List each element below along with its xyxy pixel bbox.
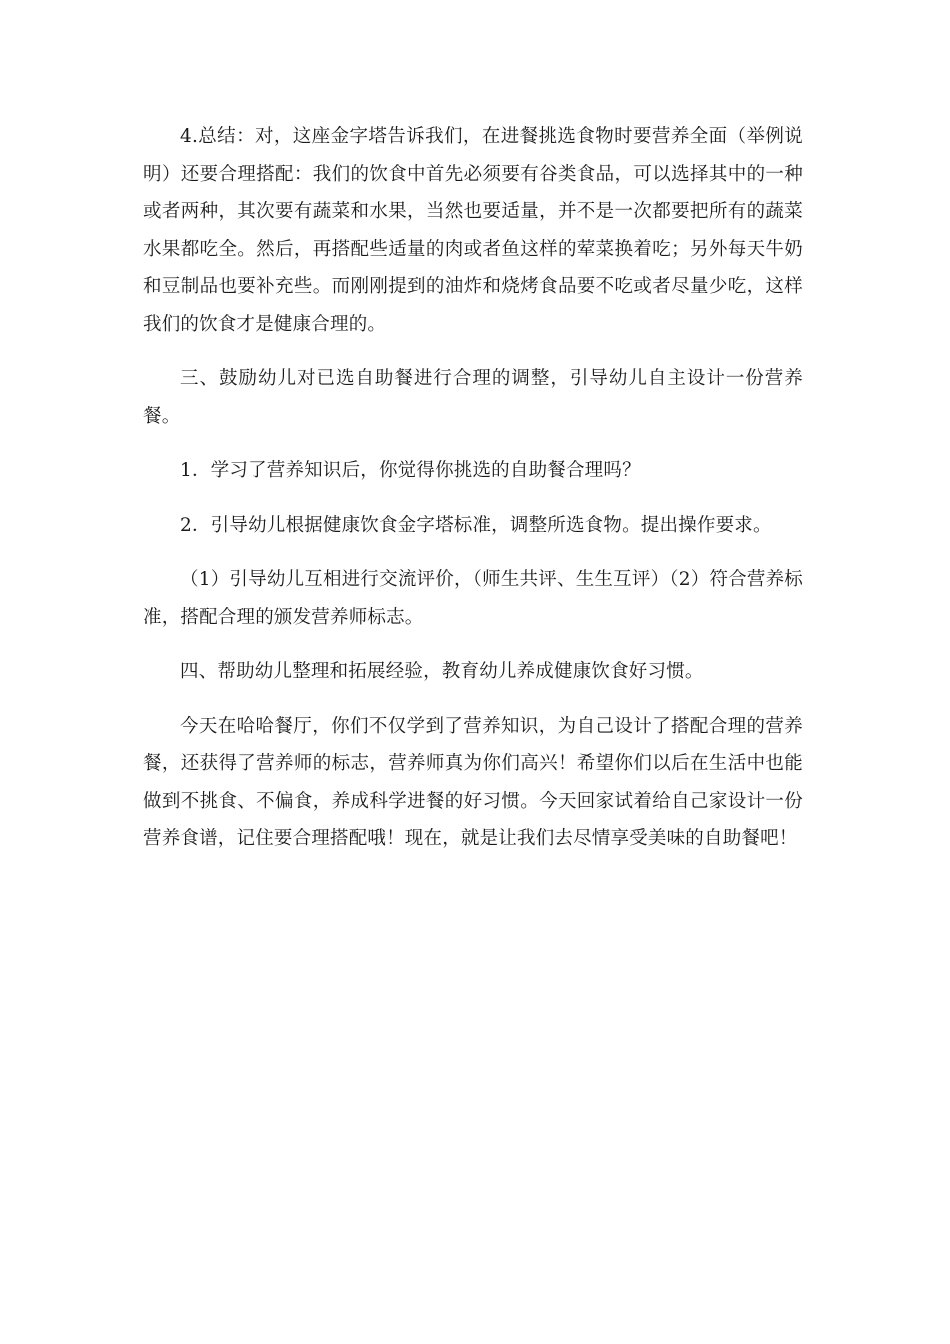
paragraph-section-four: 四、帮助幼儿整理和拓展经验，教育幼儿养成健康饮食好习惯。 (180, 661, 704, 682)
paragraph-item-two: 2．引导幼儿根据健康饮食金字塔标准，调整所选食物。提出操作要求。 (180, 514, 772, 536)
document-body (143, 118, 803, 875)
paragraph-conclusion: 今天在哈哈餐厅，你们不仅学到了营养知识，为自己设计了搭配合理的营养餐，还获得了营养师的标志，营养师真为你们高兴！希望你们以后在生活中也能做到不挑食、不偏食，养成科学进餐的好习惯。今天回家试着给自己家设计一份营养食谱，记住要合理搭配哦！现在，就是让我们去尽情享受美味的自助餐吧！ (143, 715, 803, 849)
paragraph-evaluation: （1）引导幼儿互相进行交流评价，（师生共评、生生互评）（2）符合营养标准，搭配合理的颁发营养师标志。 (143, 569, 803, 628)
paragraph-section-three: 三、鼓励幼儿对已选自助餐进行合理的调整，引导幼儿自主设计一份营养餐。 (143, 368, 803, 427)
paragraph-summary: 4.总结：对，这座金字塔告诉我们，在进餐挑选食物时要营养全面（举例说明）还要合理搭配：我们的饮食中首先必须要有谷类食品，可以选择其中的一种或者两种，其次要有蔬菜和水果，当然也要适量，并不是一次都要把所有的蔬菜水果都吃全。然后，再搭配些适量的肉或者鱼这样的荤菜换着吃；另外每天牛奶和豆制品也要补充些。而刚刚提到的油炸和烧烤食品要不吃或者尽量少吃，这样我们的饮食才是健康合理的。 (143, 126, 803, 335)
paragraph-item-one: 1．学习了营养知识后，你觉得你挑选的自助餐合理吗？ (180, 460, 641, 481)
